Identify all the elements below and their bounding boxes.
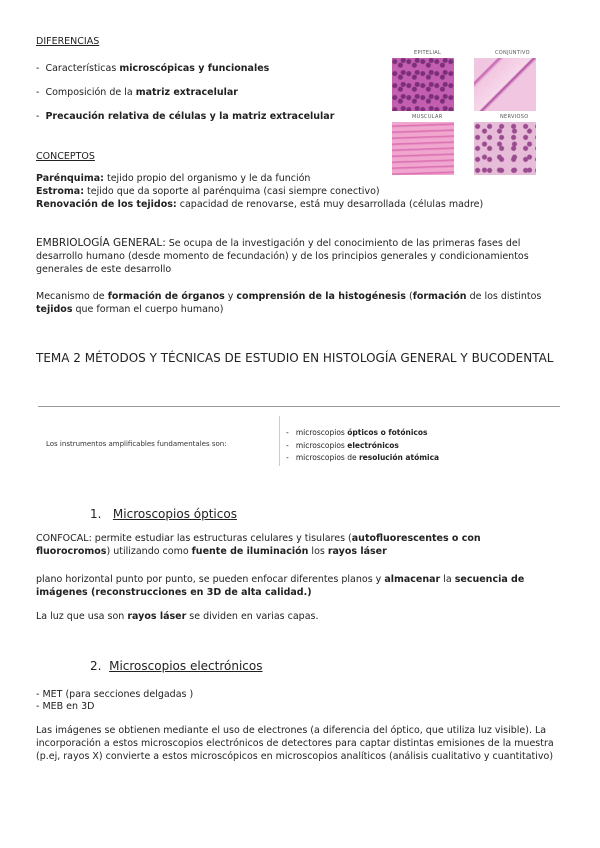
caption-epitelial: EPITELIAL [414, 50, 442, 56]
diferencias-item-2: - Composición de la matriz extracelular [36, 87, 238, 98]
diferencias-item-1: - Características microscópicas y funcionales [36, 63, 270, 74]
caption-nervioso: NERVIOSO [500, 114, 529, 120]
diferencias-item-3: - Precaución relativa de células y la matriz extracelular [36, 111, 335, 122]
instrumentos-brace [279, 416, 280, 466]
confocal-paragraph: CONFOCAL: permite estudiar las estructuras celulares y tisulares (autofluorescentes o con fluorocromos) utilizando como fuente de iluminación los rayos láser [36, 533, 481, 557]
concepto-renovacion: Renovación de los tejidos: capacidad de renovarse, está muy desarrollada (células madre) [36, 199, 484, 210]
epitelial-image [392, 58, 454, 111]
met-line: - MET (para secciones delgadas ) [36, 689, 194, 700]
luz-paragraph: La luz que usa son rayos láser se dividen en varias capas. [36, 611, 319, 622]
tissue-images-grid [390, 48, 540, 178]
caption-muscular: MUSCULAR [412, 114, 443, 120]
concepto-estroma: Estroma: tejido que da soporte al parénquima (casi siempre conectivo) [36, 186, 380, 197]
conceptos-heading: CONCEPTOS [36, 151, 95, 162]
instrumento-atomica: - microscopios de resolución atómica [286, 453, 440, 462]
electronicos-paragraph: Las imágenes se obtienen mediante el uso de electrones (a diferencia del óptico, que utiliza luz visible). La incorporación a estos microscopios electrónicos de detectores para captar distintas emisiones de la muestra (p.ej, rayos X) convierte a estos microscópicos en microscopios analíticos (análisis cualitativo y cuantitativo) [36, 725, 554, 762]
instrumentos-label: Los instrumentos amplificables fundamentales son: [46, 440, 227, 448]
sec2-heading: 2. Microscopios electrónicos [90, 659, 263, 673]
instrumento-electronicos: - microscopios electrónicos [286, 440, 399, 450]
plano-paragraph: plano horizontal punto por punto, se pueden enfocar diferentes planos y almacenar la secuencia de imágenes (reconstrucciones en 3D de alta calidad.) [36, 574, 525, 598]
sec1-heading: 1. Microscopios ópticos [90, 507, 237, 521]
diferencias-heading: DIFERENCIAS [36, 36, 100, 47]
conjuntivo-image [474, 58, 536, 111]
instrumentos-list [286, 427, 439, 465]
instrumento-opticos: - microscopios ópticos o fotónicos [286, 428, 428, 437]
tema-title: TEMA 2 MÉTODOS Y TÉCNICAS DE ESTUDIO EN HISTOLOGÍA GENERAL Y BUCODENTAL [36, 351, 554, 365]
caption-conjuntivo: CONJUNTIVO [495, 50, 530, 56]
section-divider [38, 406, 560, 407]
meb-line: - MEB en 3D [36, 701, 95, 712]
nervioso-image [474, 122, 536, 175]
concepto-parenquima: Parénquima: tejido propio del organismo y le da función [36, 173, 311, 184]
mecanismo-paragraph: Mecanismo de formación de órganos y comprensión de la histogénesis (formación de los distintos tejidos que forman el cuerpo humano) [36, 291, 542, 315]
embriologia-paragraph: EMBRIOLOGÍA GENERAL: Se ocupa de la investigación y del conocimiento de las primeras fases del desarrollo humano (desde momento de fecundación) y de los principios generales y condicionamientos generales de este desarrollo [36, 237, 529, 275]
muscular-image [392, 122, 454, 175]
